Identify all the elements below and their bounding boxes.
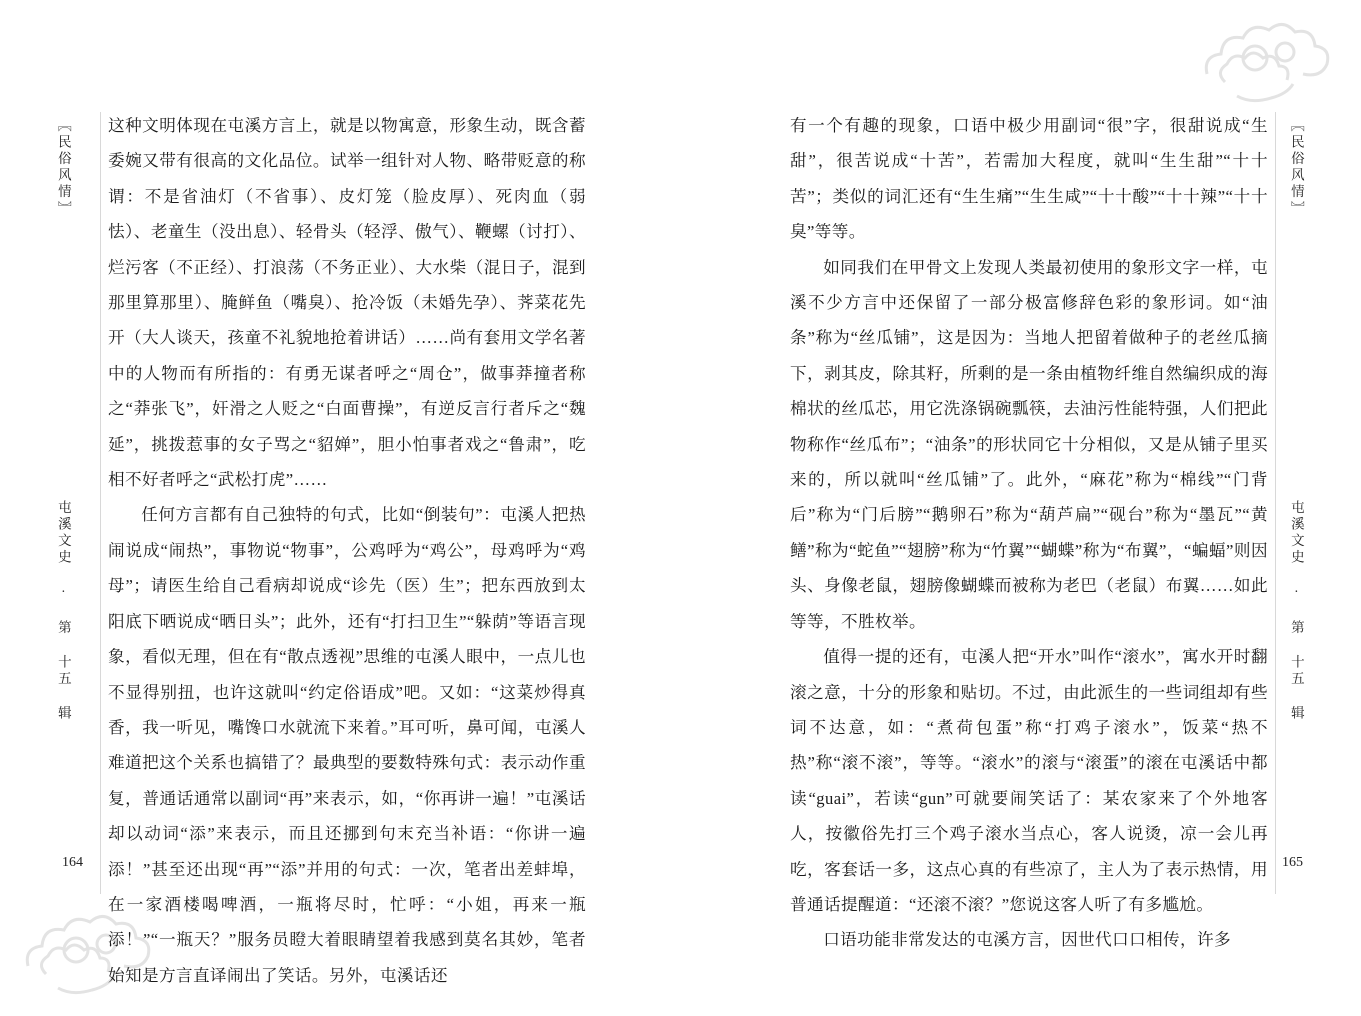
page-number-right: 165 — [1282, 855, 1303, 870]
column-rule-right — [1275, 112, 1276, 894]
page-number-left: 164 — [62, 855, 83, 870]
side-header-series-left: 〖 民俗风情 〗 — [55, 118, 70, 217]
side-header-volume-right: 屯溪文史 · 第 十五 辑 — [1288, 500, 1304, 722]
paragraph: 任何方言都有自己独特的句式，比如“倒装句”：屯溪人把热闹说成“闹热”，事物说“物事”，公鸡呼为“鸡公”，母鸡呼为“鸡母”；请医生给自己看病却说成“诊先（医）生”；把东西放到太阳底下晒说成“晒日头”；此外，还有“打扫卫生”“躲荫”等语言现象，看似无理，但在有“散点透视”思维的屯溪人眼中，一点儿也不显得别扭，也许这就叫“约定俗语成”吧。又如：“这菜炒得真香，我一听见，嘴馋口水就流下来着。”耳可听，鼻可闻，屯溪人难道把这个关系也搞错了？最典型的要数特殊句式：表示动作重复，普通话通常以副词“再”来表示，如，“你再讲一遍！”屯溪话却以动词“添”来表示，而且还挪到句末充当补语：“你讲一遍添！”甚至还出现“再”“添”并用的句式：一次，笔者出差蚌埠，在一家酒楼喝啤酒，一瓶将尽时，忙呼：“小姐，再来一瓶添！”“一瓶天？”服务员瞪大着眼睛望着我感到莫名其妙，笔者始知是方言直译闹出了笑话。另外，屯溪话还 — [108, 505, 586, 985]
column-rule-left — [100, 112, 101, 894]
side-header-volume-left: 屯溪文史 · 第 十五 辑 — [55, 500, 71, 722]
paragraph: 如同我们在甲骨文上发现人类最初使用的象形文字一样，屯溪不少方言中还保留了一部分极富修辞色彩的象形词。如“油条”称为“丝瓜铺”，这是因为：当地人把留着做种子的老丝瓜摘下，剥其皮，除其籽，所剩的是一条由植物纤维自然编织成的海棉状的丝瓜芯，用它洗涤锅碗瓢筷，去油污性能特强，人们把此物称作“丝瓜布”；“油条”的形状同它十分相似，又是从铺子里买来的，所以就叫“丝瓜铺”了。此外，“麻花”称为“棉线”“门背后”称为“门后膀”“鹅卵石”称为“葫芦扁”“砚台”称为“墨瓦”“黄鳝”称为“蛇鱼”“翅膀”称为“竹翼”“蝴蝶”称为“布翼”，“蝙蝠”则因头、身像老鼠，翅膀像蝴蝶而被称为老巴（老鼠）布翼……如此等等，不胜枚举。 — [790, 257, 1268, 631]
paragraph: 口语功能非常发达的屯溪方言，因世代口口相传，许多 — [823, 930, 1232, 950]
paragraph: 有一个有趣的现象，口语中极少用副词“很”字，很甜说成“生甜”，很苦说成“十苦”，若需加大程度，就叫“生生甜”“十十苦”；类似的词汇还有“生生痛”“生生咸”“十十酸”“十十辣”“十十臭”等等。 — [790, 116, 1268, 242]
paragraph: 这种文明体现在屯溪方言上，就是以物寓意，形象生动，既含蓄委婉又带有很高的文化品位。试举一组针对人物、略带贬意的称谓：不是省油灯（不省事）、皮灯笼（脸皮厚）、死肉血（弱怯）、老童生（没出息）、轻骨头（轻浮、傲气）、鞭螺（讨打）、烂污客（不正经）、打浪荡（不务正业）、大水柴（混日子，混到那里算那里）、腌鲜鱼（嘴臭）、抢冷饭（未婚先孕）、荠菜花先开（大人谈天，孩童不礼貌地抢着讲话）……尚有套用文学名著中的人物而有所指的：有勇无谋者呼之“周仓”，做事莽撞者称之“莽张飞”，奸滑之人贬之“白面曹操”，有逆反言行者斥之“魏延”，挑拨惹事的女子骂之“貂婵”，胆小怕事者戏之“鲁肃”，吃相不好者呼之“武松打虎”…… — [108, 116, 586, 490]
text-column-left — [108, 108, 586, 985]
side-header-series-right: 〖 民俗风情 〗 — [1288, 118, 1303, 217]
cloud-ornament-icon — [1197, 4, 1347, 114]
paragraph: 值得一提的还有，屯溪人把“开水”叫作“滚水”，寓水开时翻滚之意，十分的形象和贴切。不过，由此派生的一些词组却有些词不达意，如：“煮荷包蛋”称“打鸡子滚水”，饭菜“热不热”称“滚不滚”，等等。“滚水”的滚与“滚蛋”的滚在屯溪话中都读“guai”，若读“gun”可就要闹笑话了：某农家来了个外地客人，按徽俗先打三个鸡子滚水当点心，客人说烫，凉一会儿再吃，客套话一多，这点心真的有些凉了，主人为了表示热情，用普通话提醒道：“还滚不滚？”您说这客人听了有多尴尬。 — [790, 647, 1268, 914]
text-column-right — [790, 108, 1268, 950]
